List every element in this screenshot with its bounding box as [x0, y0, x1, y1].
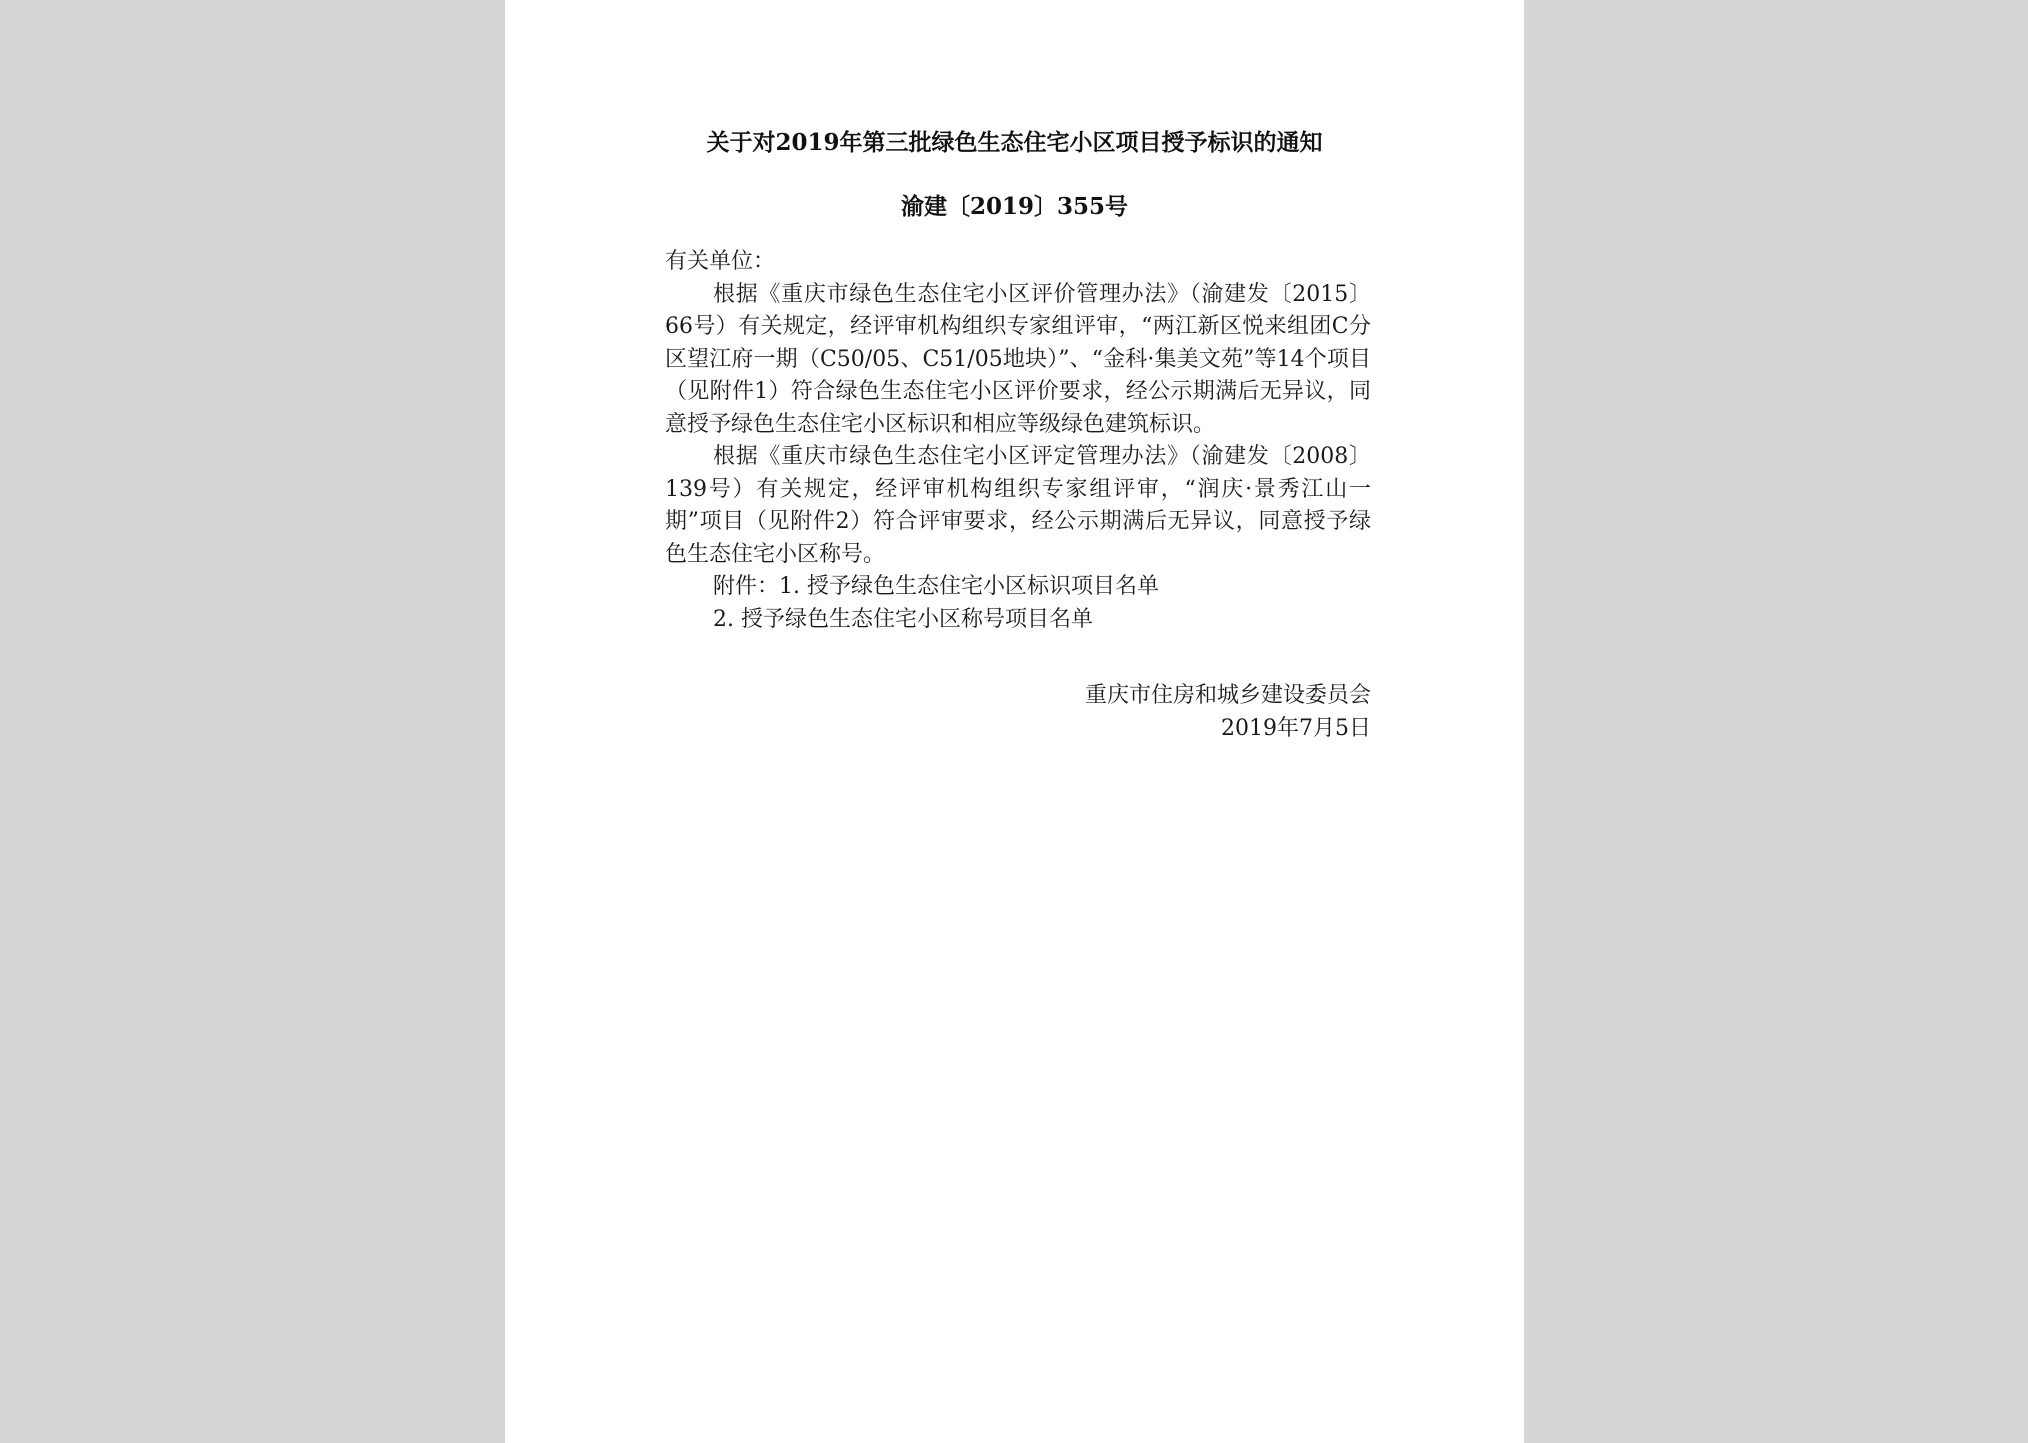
- issue-date: 2019年7月5日: [1221, 716, 1371, 741]
- paragraph-2: 根据《重庆市绿色生态住宅小区评定管理办法》（渝建发〔2008〕139号）有关规定，经评审机构组织专家组评审，“润庆·景秀江山一期”项目（见附件2）符合评审要求，经公示期满后无异议，同意授予绿色生态住宅小区称号。: [665, 444, 1371, 567]
- paragraph-1: 根据《重庆市绿色生态住宅小区评价管理办法》（渝建发〔2015〕66号）有关规定，经评审机构组织专家组评审，“两江新区悦来组团C分区望江府一期（C50/05、C51/05地块）”、“金科·集美文苑”等14个项目（见附件1）符合绿色生态住宅小区评价要求，经公示期满后无异议，同意授予绿色生态住宅小区标识和相应等级绿色建筑标识。: [665, 281, 1371, 437]
- document-number: 渝建〔2019〕355号: [900, 193, 1129, 220]
- document-body: [665, 246, 1371, 636]
- attachment-2: 2. 授予绿色生态住宅小区称号项目名单: [713, 606, 1093, 632]
- document-page: [505, 0, 1524, 1443]
- issuer: 重庆市住房和城乡建设委员会: [1084, 683, 1371, 708]
- attachment-1: 附件：1. 授予绿色生态住宅小区标识项目名单: [713, 574, 1159, 599]
- salutation: 有关单位：: [665, 249, 776, 274]
- document-title: 关于对2019年第三批绿色生态住宅小区项目授予标识的通知: [706, 129, 1323, 156]
